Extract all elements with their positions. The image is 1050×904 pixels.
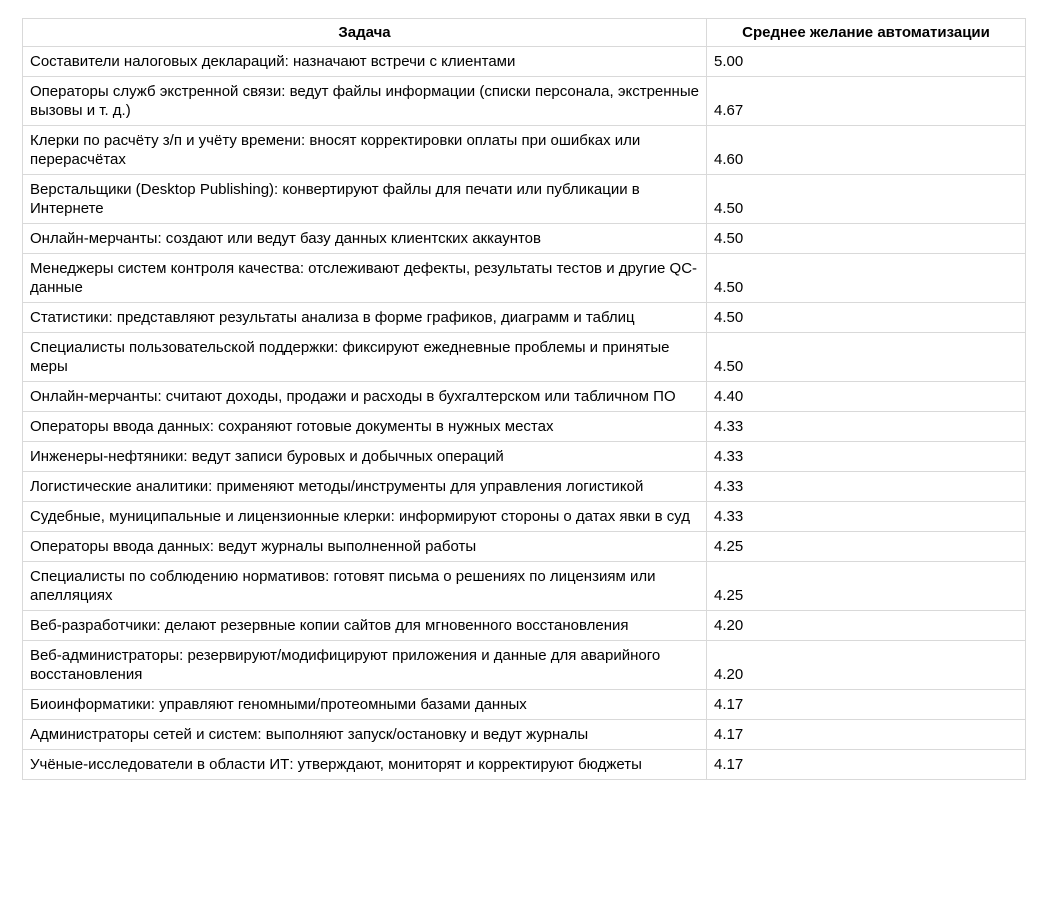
table-row xyxy=(23,502,1026,532)
header-row xyxy=(23,19,1026,47)
task-cell: Онлайн-мерчанты: считают доходы, продажи и расходы в бухгалтерском или табличном ПО xyxy=(23,382,707,412)
task-cell: Клерки по расчёту з/п и учёту времени: вносят корректировки оплаты при ошибках или перерасчётах xyxy=(23,126,707,175)
table-row xyxy=(23,750,1026,780)
task-cell: Специалисты по соблюдению нормативов: готовят письма о решениях по лицензиям или апелляциях xyxy=(23,562,707,611)
value-cell: 4.33 xyxy=(707,412,1026,442)
task-cell: Статистики: представляют результаты анализа в форме графиков, диаграмм и таблиц xyxy=(23,303,707,333)
table-row xyxy=(23,611,1026,641)
table-row xyxy=(23,126,1026,175)
value-cell: 4.33 xyxy=(707,502,1026,532)
table-row xyxy=(23,382,1026,412)
table-row xyxy=(23,254,1026,303)
value-cell: 4.17 xyxy=(707,690,1026,720)
table-row xyxy=(23,412,1026,442)
task-cell: Верстальщики (Desktop Publishing): конвертируют файлы для печати или публикации в Интернете xyxy=(23,175,707,224)
task-cell: Веб-администраторы: резервируют/модифицируют приложения и данные для аварийного восстановления xyxy=(23,641,707,690)
value-cell: 4.67 xyxy=(707,77,1026,126)
task-cell: Менеджеры систем контроля качества: отслеживают дефекты, результаты тестов и другие QC-данные xyxy=(23,254,707,303)
value-cell: 4.17 xyxy=(707,720,1026,750)
task-cell: Администраторы сетей и систем: выполняют запуск/остановку и ведут журналы xyxy=(23,720,707,750)
table-row xyxy=(23,690,1026,720)
column-header-value: Среднее желание автоматизации xyxy=(707,19,1026,47)
task-cell: Судебные, муниципальные и лицензионные клерки: информируют стороны о датах явки в суд xyxy=(23,502,707,532)
table-row xyxy=(23,224,1026,254)
table-row xyxy=(23,532,1026,562)
task-cell: Учёные-исследователи в области ИТ: утверждают, мониторят и корректируют бюджеты xyxy=(23,750,707,780)
value-cell: 4.50 xyxy=(707,303,1026,333)
table-row xyxy=(23,641,1026,690)
table-row xyxy=(23,303,1026,333)
task-cell: Онлайн-мерчанты: создают или ведут базу данных клиентских аккаунтов xyxy=(23,224,707,254)
value-cell: 4.50 xyxy=(707,224,1026,254)
task-cell: Составители налоговых деклараций: назначают встречи с клиентами xyxy=(23,47,707,77)
table-row xyxy=(23,175,1026,224)
value-cell: 4.20 xyxy=(707,641,1026,690)
value-cell: 4.40 xyxy=(707,382,1026,412)
task-cell: Операторы служб экстренной связи: ведут файлы информации (списки персонала, экстренные вызовы и т. д.) xyxy=(23,77,707,126)
value-cell: 4.60 xyxy=(707,126,1026,175)
value-cell: 4.20 xyxy=(707,611,1026,641)
column-header-task: Задача xyxy=(23,19,707,47)
value-cell: 4.33 xyxy=(707,442,1026,472)
value-cell: 4.50 xyxy=(707,175,1026,224)
table-row xyxy=(23,720,1026,750)
task-cell: Операторы ввода данных: сохраняют готовые документы в нужных местах xyxy=(23,412,707,442)
table-row xyxy=(23,77,1026,126)
table-row xyxy=(23,47,1026,77)
task-cell: Биоинформатики: управляют геномными/протеомными базами данных xyxy=(23,690,707,720)
automation-desire-table xyxy=(22,18,1026,780)
value-cell: 4.25 xyxy=(707,562,1026,611)
task-cell: Веб-разработчики: делают резервные копии сайтов для мгновенного восстановления xyxy=(23,611,707,641)
task-cell: Логистические аналитики: применяют методы/инструменты для управления логистикой xyxy=(23,472,707,502)
table-row xyxy=(23,472,1026,502)
table-row xyxy=(23,333,1026,382)
value-cell: 4.25 xyxy=(707,532,1026,562)
value-cell: 5.00 xyxy=(707,47,1026,77)
value-cell: 4.50 xyxy=(707,333,1026,382)
value-cell: 4.50 xyxy=(707,254,1026,303)
value-cell: 4.33 xyxy=(707,472,1026,502)
table-row xyxy=(23,562,1026,611)
task-cell: Инженеры-нефтяники: ведут записи буровых и добычных операций xyxy=(23,442,707,472)
value-cell: 4.17 xyxy=(707,750,1026,780)
table-row xyxy=(23,442,1026,472)
task-cell: Специалисты пользовательской поддержки: фиксируют ежедневные проблемы и принятые меры xyxy=(23,333,707,382)
task-cell: Операторы ввода данных: ведут журналы выполненной работы xyxy=(23,532,707,562)
